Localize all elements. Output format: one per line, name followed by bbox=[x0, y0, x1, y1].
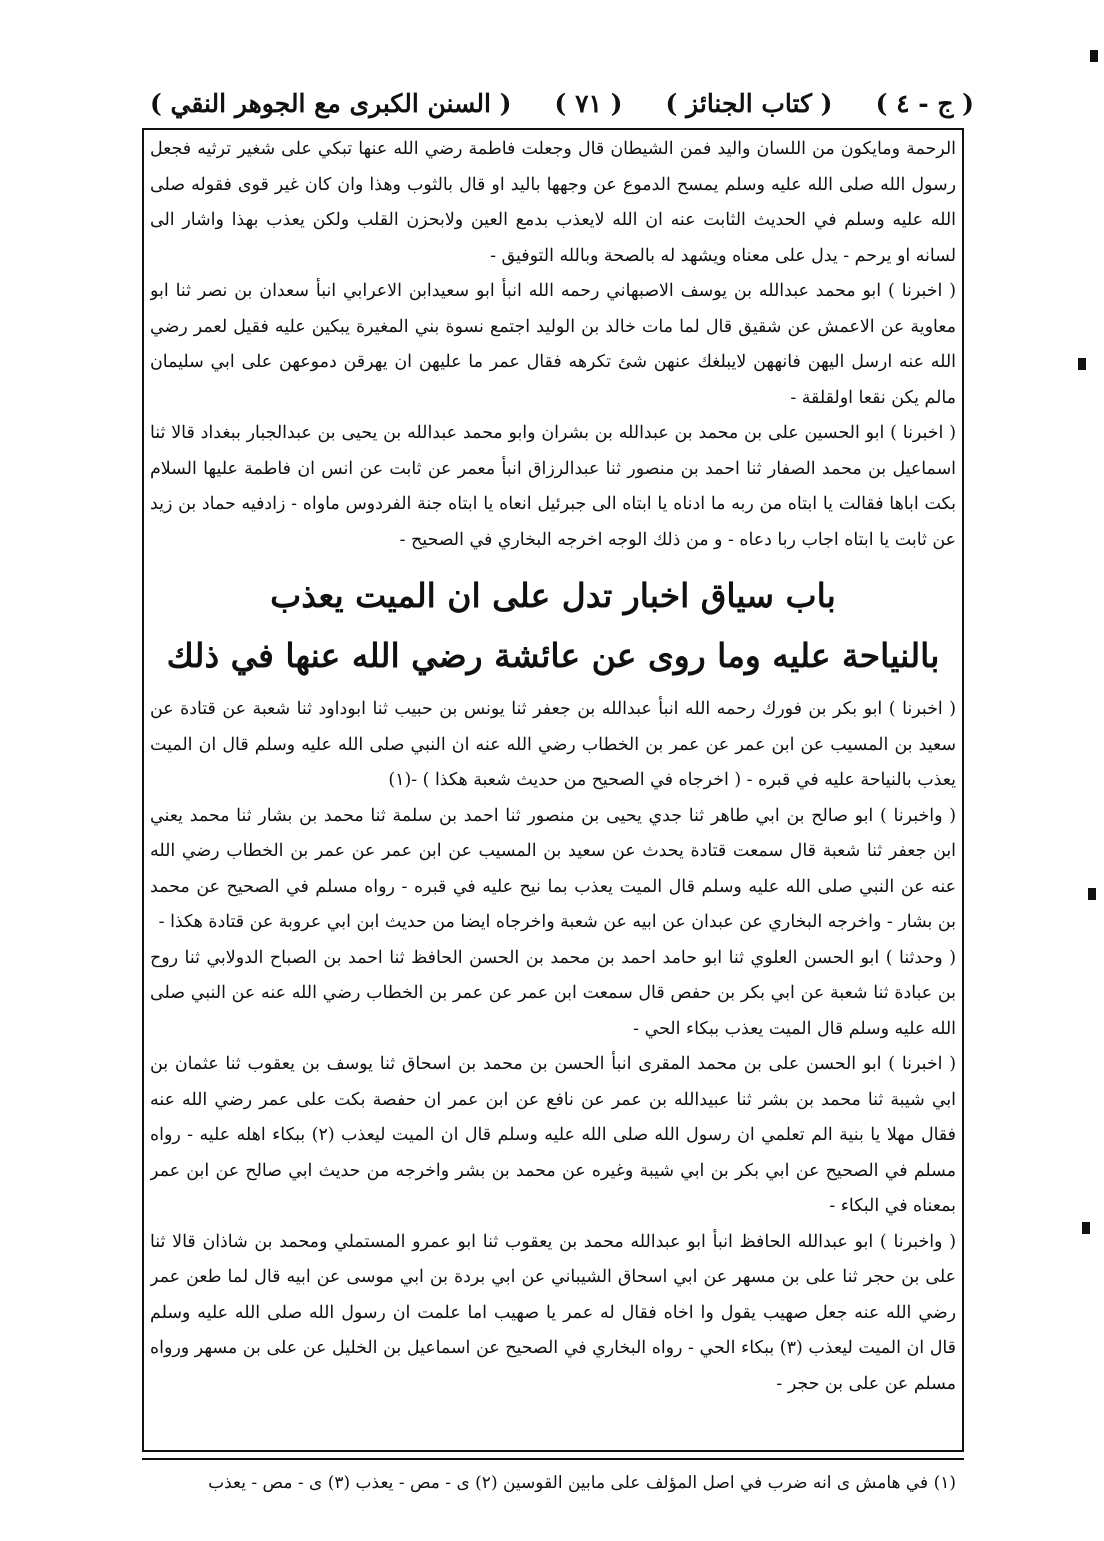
paragraph: ( وحدثنا ) ابو الحسن العلوي ثنا ابو حامد احمد بن محمد بن الحسن الحافظ ثنا احمد بن الصباح الدولابي ثنا روح بن عبادة ثنا شعبة عن ابي بكر بن حفص قال سمعت ابن عمر عن عمر بن الخطاب رضي الله عنه عن النبي صلى الله عليه وسلم قال الميت يعذب ببكاء الحي - bbox=[150, 947, 956, 1039]
paragraph: الرحمة ومايكون من اللسان واليد فمن الشيطان قال وجعلت فاطمة رضي الله عنها تبكي على شغير ترثيه فجعل رسول الله صلى الله عليه وسلم يمسح الدموع عن وجهها باليد او قال بالثوب وهذا وان كان غير قوى فقوله صلى الله عليه وسلم في الحديث الثابت عنه ان الله لايعذب بدمع العين ولابحزن القلب ولكن يعذب بهذا واشار الى لسانه او يرحم - يدل على معناه ويشهد له بالصحة وبالله التوفيق - bbox=[150, 139, 956, 266]
margin-mark bbox=[1078, 358, 1086, 370]
paragraph: ( اخبرنا ) ابو بكر بن فورك رحمه الله انبأ عبدالله بن جعفر ثنا يونس بن حبيب ثنا ابوداود ثنا شعبة عن قتادة عن سعيد بن المسيب عن ابن عمر عن عمر بن الخطاب رضي الله عنه ان النبي صلى الله عليه وسلم قال ان الميت يعذب بالنياحة عليه في قبره - ( اخرجاه في الصحيح من حديث شعبة هكذا ) -(١) bbox=[150, 699, 956, 790]
margin-mark bbox=[1090, 50, 1098, 62]
header-chapter: ( كتاب الجنائز ) bbox=[665, 88, 833, 118]
page-header bbox=[150, 80, 974, 126]
paragraph: ( واخبرنا ) ابو صالح بن ابي طاهر ثنا جدي يحيى بن منصور ثنا احمد بن سلمة ثنا محمد بن بشار ثنا محمد يعني ابن جعفر ثنا شعبة قال سمعت قتادة يحدث عن سعيد بن المسيب عن ابن عمر عن عمر بن الخطاب رضي الله عنه عن النبي صلى الله عليه وسلم قال الميت يعذب بما نيح عليه في قبره - رواه مسلم في الصحيح عن محمد بن بشار - واخرجه البخاري عن عبدان عن ابيه عن شعبة واخرجاه ايضا من حديث ابن ابي عروبة عن قتادة هكذا - bbox=[150, 805, 956, 932]
header-page-number: ( ٧١ ) bbox=[554, 88, 623, 118]
margin-mark bbox=[1088, 888, 1096, 900]
paragraph: ( اخبرنا ) ابو الحسن على بن محمد المقرى انبأ الحسن بن محمد بن اسحاق ثنا يوسف بن يعقوب ثنا عثمان بن ابي شيبة ثنا محمد بن بشر ثنا عبيدالله بن عمر عن نافع عن ابن عمر ان حفصة بكت على عمر رضي الله عنه فقال مهلا يا بنية الم تعلمي ان رسول الله صلى الله عليه وسلم قال ان الميت ليعذب (٢) ببكاء اهله عليه - رواه مسلم في الصحيح عن ابي بكر بن ابي شيبة وغيره عن محمد بن بشر واخرجه من حديث ابي صالح عن ابن عمر بمعناه في البكاء - bbox=[150, 1054, 956, 1216]
chapter-heading-line2: بالنياحة عليه وما روى عن عائشة رضي الله عنها في ذلك bbox=[166, 636, 940, 675]
paragraph: ( اخبرنا ) ابو الحسين على بن محمد بن عبدالله بن بشران وابو محمد عبدالله بن يحيى بن عبدالجبار ببغداد قالا ثنا اسماعيل بن محمد الصفار ثنا احمد بن منصور ثنا عبدالرزاق انبأ معمر عن ثابت عن انس ان فاطمة عليها السلام بكت اباها فقالت يا ابتاه من ربه ما ادناه يا ابتاه الى جبرئيل انعاه يا ابتاه جنة الفردوس ماواه - زادفيه حماد بن زيد عن ثابت يا ابتاه اجاب ربا دعاه - و من ذلك الوجه اخرجه البخاري في الصحيح - bbox=[150, 423, 956, 550]
chapter-heading bbox=[150, 566, 956, 686]
chapter-heading-line1: باب سياق اخبار تدل على ان الميت يعذب bbox=[270, 576, 836, 615]
header-volume: ( ج - ٤ ) bbox=[875, 88, 974, 118]
main-text bbox=[150, 132, 956, 1442]
header-book-title: ( السنن الكبرى مع الجوهر النقي ) bbox=[150, 88, 512, 118]
footnote: (١) في هامش ى انه ضرب في اصل المؤلف على مابين القوسين (٢) ى - مص - يعذب (٣) ى - مص - يعذب bbox=[208, 1473, 956, 1493]
margin-mark bbox=[1082, 1222, 1090, 1234]
footnote-divider bbox=[142, 1458, 964, 1460]
paragraph: ( اخبرنا ) ابو محمد عبدالله بن يوسف الاصبهاني رحمه الله انبأ ابو سعيدابن الاعرابي انبأ سعدان بن نصر ثنا ابو معاوية عن الاعمش عن شقيق قال لما مات خالد بن الوليد اجتمع نسوة بني المغيرة يبكين عليه فقيل لعمر رضي الله عنه ارسل اليهن فانههن لايبلغك عنهن شئ تكرهه فقال عمر ما عليهن ان يهرقن دموعهن على ابي سليمان مالم يكن نقعا اولقلقة - bbox=[150, 281, 956, 408]
paragraph: ( واخبرنا ) ابو عبدالله الحافظ انبأ ابو عبدالله محمد بن يعقوب ثنا ابو عمرو المستملي ومحمد بن شاذان قالا ثنا على بن حجر ثنا على بن مسهر عن ابي اسحاق الشيباني عن ابي بردة بن ابي موسى عن ابيه قال لما طعن عمر رضي الله عنه جعل صهيب يقول وا اخاه فقال له عمر يا صهيب اما علمت ان رسول الله صلى الله عليه وسلم قال ان الميت ليعذب (٣) ببكاء الحي - رواه البخاري في الصحيح عن اسماعيل بن الخليل عن على بن مسهر ورواه مسلم عن على بن حجر - bbox=[150, 1231, 956, 1394]
